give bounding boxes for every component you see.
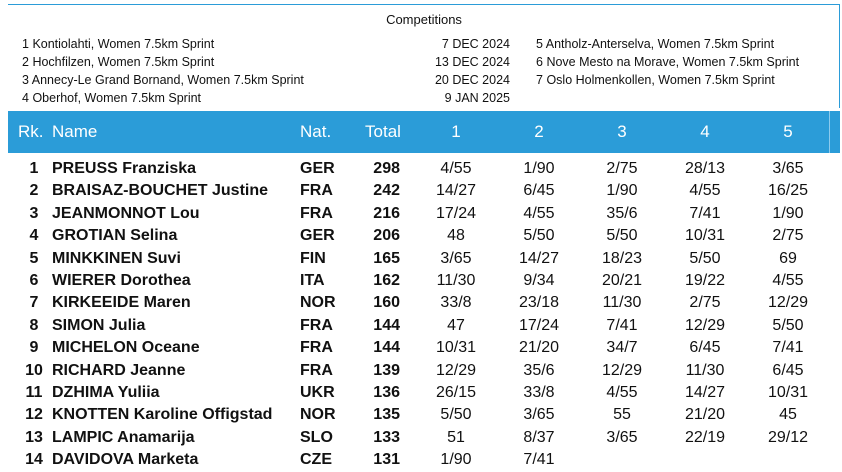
result-comp-3: 4/55 <box>606 384 638 401</box>
nation-cell: GER <box>300 227 335 245</box>
result-comp-1: 10/31 <box>435 339 477 357</box>
competition-name: Oslo Holmenkollen, Women 7.5km Sprint <box>546 73 775 87</box>
table-row <box>8 270 840 292</box>
result-comp-3: 55 <box>613 406 631 424</box>
result-comp-4: 5/50 <box>689 249 721 267</box>
rank-cell: 3 <box>29 204 39 222</box>
competition-item <box>22 36 214 53</box>
competition-item <box>22 72 304 89</box>
nation-cell: ITA <box>300 272 325 289</box>
competitions-title: Competitions <box>386 12 462 27</box>
result-comp-1: 33/8 <box>440 294 472 312</box>
result-comp-4: 2/75 <box>689 294 721 312</box>
table-row <box>8 427 840 449</box>
total-cell: 131 <box>373 451 400 469</box>
result-comp-2: 17/24 <box>518 316 560 334</box>
competition-name: Hochfilzen, Women 7.5km Sprint <box>32 55 215 69</box>
athlete-name: DAVIDOVA Marketa <box>52 451 199 469</box>
total-cell: 162 <box>373 272 400 289</box>
athlete-name: DZHIMA Yuliia <box>52 384 160 401</box>
table-row <box>8 315 840 337</box>
result-comp-3: 18/23 <box>601 249 643 267</box>
result-comp-4: 19/22 <box>684 272 726 289</box>
table-row <box>8 203 840 225</box>
header-rank: Rk. <box>18 122 44 141</box>
result-comp-1: 26/15 <box>435 384 477 401</box>
table-row <box>8 158 840 180</box>
result-comp-1: 48 <box>447 227 465 245</box>
result-comp-2: 23/18 <box>518 294 560 312</box>
result-comp-2: 33/8 <box>523 384 555 401</box>
result-comp-3: 1/90 <box>606 182 638 200</box>
competition-name: Annecy-Le Grand Bornand, Women 7.5km Sprint <box>31 73 304 87</box>
result-comp-4: 22/19 <box>684 428 726 446</box>
athlete-name: RICHARD Jeanne <box>52 361 186 379</box>
total-cell: 165 <box>373 249 400 267</box>
table-row <box>8 292 840 314</box>
result-comp-4: 28/13 <box>684 160 726 177</box>
header-comp-1: 1 <box>451 122 461 141</box>
competition-number: 2 <box>22 55 29 69</box>
athlete-name: MINKKINEN Suvi <box>52 249 181 267</box>
result-comp-2: 4/55 <box>523 204 555 222</box>
nation-cell: FRA <box>300 316 333 334</box>
result-comp-3: 12/29 <box>601 361 643 379</box>
competition-item <box>536 72 775 89</box>
rank-cell: 8 <box>29 316 39 334</box>
result-comp-4: 6/45 <box>689 339 721 357</box>
header-name: Name <box>52 122 98 141</box>
rank-cell: 14 <box>25 451 43 469</box>
result-comp-4: 11/30 <box>685 361 725 379</box>
total-cell: 144 <box>373 339 400 357</box>
result-comp-3: 34/7 <box>606 339 638 357</box>
result-comp-5: 5/50 <box>772 316 804 334</box>
athlete-name: LAMPIC Anamarija <box>52 428 195 446</box>
nation-cell: SLO <box>300 428 333 446</box>
result-comp-4: 14/27 <box>684 384 726 401</box>
result-comp-5: 10/31 <box>767 384 809 401</box>
result-comp-3: 20/21 <box>601 272 643 289</box>
result-comp-1: 51 <box>447 428 465 446</box>
table-row <box>8 382 840 404</box>
competition-number: 1 <box>22 37 29 51</box>
result-comp-4 <box>675 449 735 471</box>
rank-cell: 6 <box>29 272 39 289</box>
athlete-name: GROTIAN Selina <box>52 227 178 245</box>
result-comp-5 <box>758 449 818 471</box>
result-comp-5: 7/41 <box>772 339 804 357</box>
result-comp-1: 11/30 <box>436 272 476 289</box>
athlete-name: WIERER Dorothea <box>52 272 191 289</box>
result-comp-5: 45 <box>779 406 797 424</box>
nation-cell: UKR <box>300 384 335 401</box>
competition-number: 3 <box>22 73 29 87</box>
rank-cell: 7 <box>29 294 39 312</box>
result-comp-2: 3/65 <box>523 406 555 424</box>
nation-cell: NOR <box>300 406 336 424</box>
result-comp-2: 9/34 <box>523 272 555 289</box>
table-header <box>8 111 840 153</box>
result-comp-1: 5/50 <box>440 406 472 424</box>
total-cell: 136 <box>373 384 400 401</box>
table-row <box>8 248 840 270</box>
total-cell: 298 <box>373 160 400 177</box>
result-comp-1: 47 <box>447 316 465 334</box>
result-comp-3: 11/30 <box>602 294 642 312</box>
result-comp-5: 16/25 <box>767 182 809 200</box>
table-row <box>8 180 840 202</box>
result-comp-2: 6/45 <box>523 182 555 200</box>
result-comp-2: 14/27 <box>518 249 560 267</box>
total-cell: 139 <box>373 361 400 379</box>
rank-cell: 2 <box>29 182 39 200</box>
header-divider <box>829 111 830 153</box>
rank-cell: 5 <box>29 249 39 267</box>
result-comp-5: 69 <box>779 249 797 267</box>
rank-cell: 1 <box>29 160 39 177</box>
competition-item <box>536 36 774 53</box>
table-row <box>8 360 840 382</box>
competition-date: 7 DEC 2024 <box>441 37 510 51</box>
table-row <box>8 337 840 359</box>
competition-item <box>22 54 214 71</box>
result-comp-5: 2/75 <box>772 227 804 245</box>
competition-date: 9 JAN 2025 <box>444 91 510 105</box>
competition-number: 5 <box>536 37 543 51</box>
result-comp-1: 12/29 <box>435 361 477 379</box>
nation-cell: FRA <box>300 361 333 379</box>
rank-cell: 9 <box>29 339 39 357</box>
total-cell: 160 <box>373 294 400 312</box>
header-comp-4: 4 <box>700 122 710 141</box>
competition-item <box>536 54 799 71</box>
result-comp-5: 6/45 <box>772 361 804 379</box>
athlete-name: KIRKEEIDE Maren <box>52 294 191 312</box>
result-comp-2: 1/90 <box>523 160 555 177</box>
total-cell: 206 <box>373 227 400 245</box>
nation-cell: FRA <box>300 182 333 200</box>
header-total: Total <box>365 122 401 141</box>
result-comp-1: 4/55 <box>440 160 472 177</box>
competition-number: 6 <box>536 55 543 69</box>
competition-number: 7 <box>536 73 543 87</box>
athlete-name: JEANMONNOT Lou <box>52 204 200 222</box>
header-comp-5: 5 <box>783 122 793 141</box>
nation-cell: FRA <box>300 339 333 357</box>
header-nat: Nat. <box>300 122 332 141</box>
competition-date: 20 DEC 2024 <box>434 73 510 87</box>
total-cell: 135 <box>373 406 400 424</box>
result-comp-3: 2/75 <box>606 160 638 177</box>
total-cell: 133 <box>373 428 400 446</box>
athlete-name: KNOTTEN Karoline Offigstad <box>52 406 273 424</box>
competitions-panel <box>8 4 840 108</box>
rank-cell: 13 <box>25 428 43 446</box>
table-row <box>8 449 840 471</box>
result-comp-2: 5/50 <box>523 227 555 245</box>
result-comp-1: 14/27 <box>435 182 477 200</box>
nation-cell: GER <box>300 160 335 177</box>
result-comp-4: 4/55 <box>689 182 721 200</box>
result-comp-3: 5/50 <box>606 227 638 245</box>
athlete-name: SIMON Julia <box>52 316 146 334</box>
athlete-name: PREUSS Franziska <box>52 160 197 177</box>
result-comp-2: 21/20 <box>518 339 560 357</box>
nation-cell: FIN <box>300 249 326 267</box>
result-comp-4: 12/29 <box>684 316 726 334</box>
rank-cell: 10 <box>25 361 43 379</box>
rank-cell: 12 <box>25 406 43 424</box>
result-comp-5: 3/65 <box>772 160 804 177</box>
total-cell: 216 <box>373 204 400 222</box>
competition-name: Oberhof, Women 7.5km Sprint <box>32 91 202 105</box>
nation-cell: CZE <box>300 451 332 469</box>
total-cell: 144 <box>373 316 400 334</box>
result-comp-5: 12/29 <box>767 294 809 312</box>
result-comp-1: 1/90 <box>440 451 472 469</box>
result-comp-2: 35/6 <box>523 361 555 379</box>
athlete-name: MICHELON Oceane <box>52 339 200 357</box>
result-comp-1: 3/65 <box>440 249 472 267</box>
result-comp-4: 21/20 <box>684 406 726 424</box>
result-comp-5: 1/90 <box>772 204 804 222</box>
result-comp-3: 3/65 <box>606 428 638 446</box>
header-comp-2: 2 <box>534 122 544 141</box>
result-comp-3 <box>592 449 652 471</box>
header-comp-3: 3 <box>617 122 627 141</box>
result-comp-5: 29/12 <box>767 428 809 446</box>
rank-cell: 11 <box>25 384 43 401</box>
competition-date: 13 DEC 2024 <box>434 55 510 69</box>
result-comp-2: 7/41 <box>523 451 555 469</box>
result-comp-4: 7/41 <box>689 204 721 222</box>
table-row <box>8 404 840 426</box>
competition-name: Antholz-Anterselva, Women 7.5km Sprint <box>545 37 775 51</box>
result-comp-3: 35/6 <box>606 204 638 222</box>
result-comp-1: 17/24 <box>435 204 477 222</box>
result-comp-4: 10/31 <box>684 227 726 245</box>
competition-name: Nove Mesto na Morave, Women 7.5km Sprint <box>546 55 800 69</box>
nation-cell: FRA <box>300 204 333 222</box>
competition-number: 4 <box>22 91 29 105</box>
competition-name: Kontiolahti, Women 7.5km Sprint <box>32 37 215 51</box>
result-comp-5: 4/55 <box>772 272 804 289</box>
table-row <box>8 225 840 247</box>
result-comp-3: 7/41 <box>606 316 638 334</box>
nation-cell: NOR <box>300 294 336 312</box>
rank-cell: 4 <box>29 227 39 245</box>
total-cell: 242 <box>373 182 400 200</box>
competition-item <box>22 90 201 107</box>
athlete-name: BRAISAZ-BOUCHET Justine <box>52 182 269 200</box>
result-comp-2: 8/37 <box>523 428 555 446</box>
